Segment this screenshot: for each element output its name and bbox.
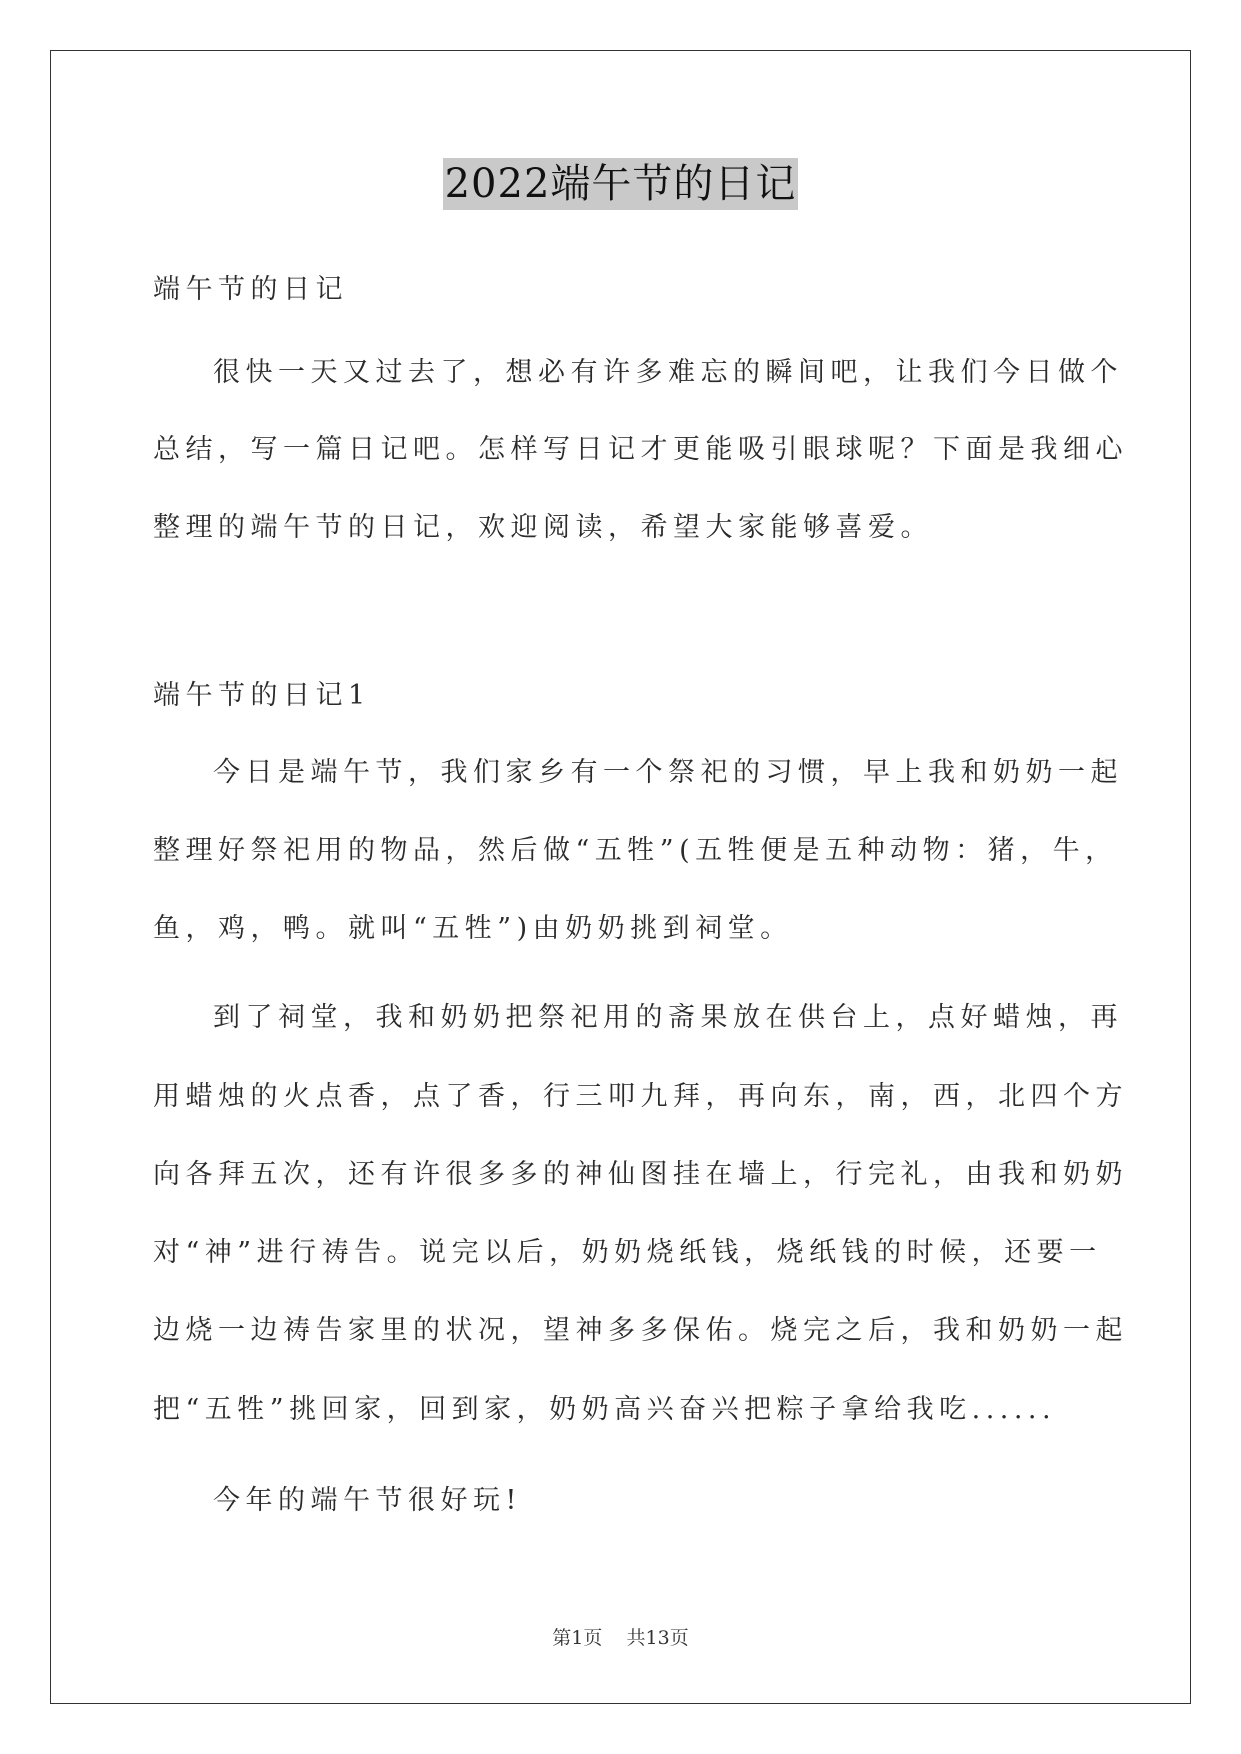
paragraph-line: 用蜡烛的火点香，点了香，行三叩九拜，再向东，南，西，北四个方 [153,1081,1128,1112]
page-footer [0,1626,1241,1650]
paragraph-line: 整理好祭祀用的物品，然后做“五牲”(五牲便是五种动物：猪，牛， [153,835,1118,866]
paragraph-line: 把“五牲”挑回家，回到家，奶奶高兴奋兴把粽子拿给我吃...... [153,1394,1057,1425]
paragraph-line: 对“神”进行祷告。说完以后，奶奶烧纸钱，烧纸钱的时候，还要一 [153,1237,1102,1268]
paragraph-line: 整理的端午节的日记，欢迎阅读，希望大家能够喜爱。 [153,512,933,543]
section-heading: 端午节的日记 [153,274,348,305]
paragraph-line: 向各拜五次，还有许很多多的神仙图挂在墙上，行完礼，由我和奶奶 [153,1159,1128,1190]
paragraph-line: 今日是端午节，我们家乡有一个祭祀的习惯，早上我和奶奶一起 [213,757,1123,788]
paragraph-line: 到了祠堂，我和奶奶把祭祀用的斋果放在供台上，点好蜡烛，再 [213,1002,1123,1033]
title-container [0,158,1241,210]
total-pages: 共13页 [626,1627,689,1649]
document-title: 2022端午节的日记 [443,158,799,210]
paragraph-line: 今年的端午节很好玩! [213,1485,522,1516]
paragraph-line: 很快一天又过去了，想必有许多难忘的瞬间吧，让我们今日做个 [213,357,1123,388]
section-heading: 端午节的日记1 [153,680,371,711]
page-number: 第1页 [552,1627,603,1649]
paragraph-line: 总结，写一篇日记吧。怎样写日记才更能吸引眼球呢？下面是我细心 [153,434,1128,465]
paragraph-line: 边烧一边祷告家里的状况，望神多多保佑。烧完之后，我和奶奶一起 [153,1315,1128,1346]
paragraph-line: 鱼，鸡，鸭。就叫“五牲”)由奶奶挑到祠堂。 [153,913,793,944]
